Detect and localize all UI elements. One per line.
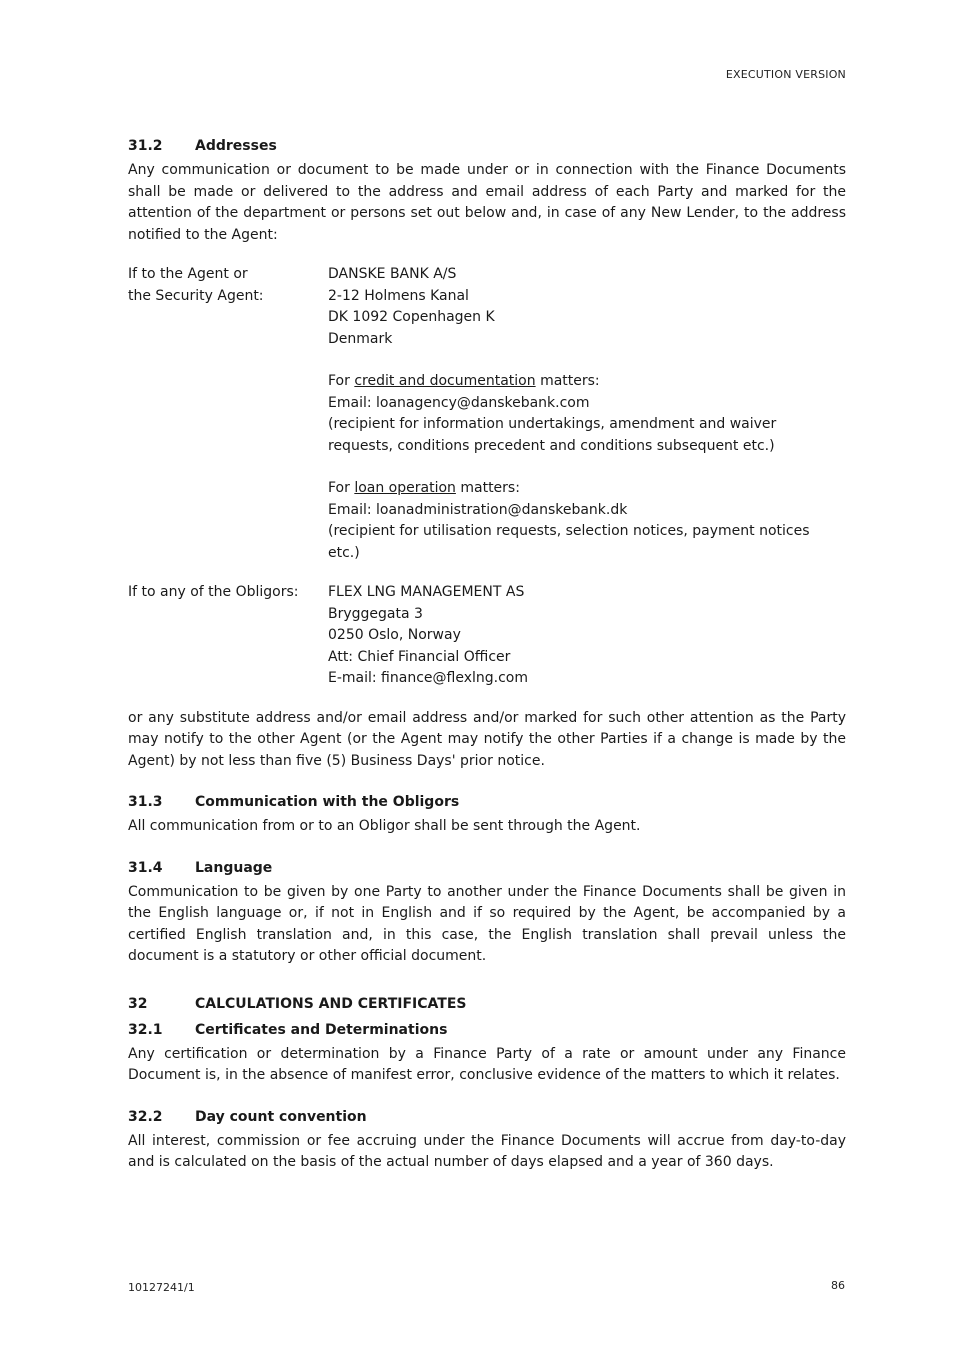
section-number: 31.4 <box>128 859 163 876</box>
section-title: Day count convention <box>195 1108 367 1125</box>
section-title: Language <box>195 859 273 876</box>
section-number: 32.1 <box>128 1021 163 1038</box>
agent-address-line: 2-12 Holmens Kanal <box>328 287 469 304</box>
section-number: 32.2 <box>128 1108 163 1125</box>
agent-address-line: DK 1092 Copenhagen K <box>328 309 495 325</box>
section-32-2-text: All interest, commission or fee accruing under the Finance Documents will accrue from day-to-day and is calculated on the basis of the actual number of days elapsed and a year of 360 days. <box>128 1132 846 1170</box>
credit-email: Email: loanagency@danskebank.com <box>328 394 590 411</box>
section-title: Addresses <box>195 138 277 154</box>
section-31-4-heading <box>128 858 846 878</box>
agent-label: If to the Agent or the Security Agent: <box>128 266 264 304</box>
page-content <box>128 136 846 1174</box>
credit-documentation-link[interactable]: credit and documentation <box>354 373 536 389</box>
section-number: 31.3 <box>128 794 163 810</box>
loan-operation-link[interactable]: loan operation <box>354 480 456 496</box>
addresses-intro: Any communication or document to be made under or in connection with the Finance Documents shall be made or delivered to the address and email address of each Party and marked for the attention of the department or persons set out below and, in case of any New Lender, to the address notified to the Agent: <box>128 162 846 243</box>
agent-address-line: Denmark <box>328 330 393 347</box>
obligors-address-line: Att: Chief Financial Officer <box>328 648 511 665</box>
section-31-3-text: All communication from or to an Obligor shall be sent through the Agent. <box>128 818 641 834</box>
obligors-address-line: E-mail: finance@flexlng.com <box>328 670 528 686</box>
obligors-address-line: Bryggegata 3 <box>328 605 423 622</box>
obligors-address-line: FLEX LNG MANAGEMENT AS <box>328 584 525 600</box>
section-31-3-heading <box>128 792 846 812</box>
obligors-label: If to any of the Obligors: <box>128 584 299 600</box>
obligors-address-block <box>328 582 846 690</box>
loan-email: Email: loanadministration@danskebank.dk <box>328 501 628 518</box>
agent-address-line: DANSKE BANK A/S <box>328 266 457 282</box>
credit-note: requests, conditions precedent and conditions subsequent etc.) <box>328 437 775 454</box>
agent-address-row <box>128 264 846 564</box>
credit-matters-line: For credit and documentation matters: <box>328 373 600 389</box>
section-number: 32 <box>128 995 148 1012</box>
section-31-4-text: Communication to be given by one Party to another under the Finance Documents shall be given in the English language or, if not in English and if so required by the Agent, be accompanied by a certified English translation and, in this case, the English translation shall prevail unless the document is a statutory or other official document. <box>128 883 846 964</box>
obligors-address-row <box>128 582 846 690</box>
obligors-address-line: 0250 Oslo, Norway <box>328 627 461 643</box>
loan-matters-line: For loan operation matters: <box>328 480 520 496</box>
document-id: 10127241/1 <box>128 1281 195 1294</box>
addresses-outro: or any substitute address and/or email address and/or marked for such other attention as the Party may notify to the other Agent (or the Agent may notify the other Parties if a change is made by the Agent) by not less than five (5) Business Days' prior notice. <box>128 709 846 769</box>
agent-address-block <box>328 264 846 564</box>
section-32-1-heading <box>128 1020 846 1040</box>
section-31-2-heading <box>128 136 846 156</box>
section-title: CALCULATIONS AND CERTIFICATES <box>195 995 467 1012</box>
section-title: Communication with the Obligors <box>195 794 460 810</box>
section-32-2-heading <box>128 1107 846 1127</box>
loan-note: (recipient for utilisation requests, selection notices, payment notices <box>328 523 810 539</box>
page-number: 86 <box>831 1279 845 1292</box>
loan-note: etc.) <box>328 544 360 561</box>
execution-version-label: EXECUTION VERSION <box>725 68 846 81</box>
section-32-1-text: Any certification or determination by a Finance Party of a rate or amount under any Finance Document is, in the absence of manifest error, conclusive evidence of the matters to which it relates. <box>128 1045 846 1083</box>
credit-note: (recipient for information undertakings, amendment and waiver <box>328 416 777 432</box>
section-title: Certificates and Determinations <box>195 1021 448 1038</box>
section-number: 31.2 <box>128 138 163 154</box>
section-32-heading <box>128 994 846 1014</box>
